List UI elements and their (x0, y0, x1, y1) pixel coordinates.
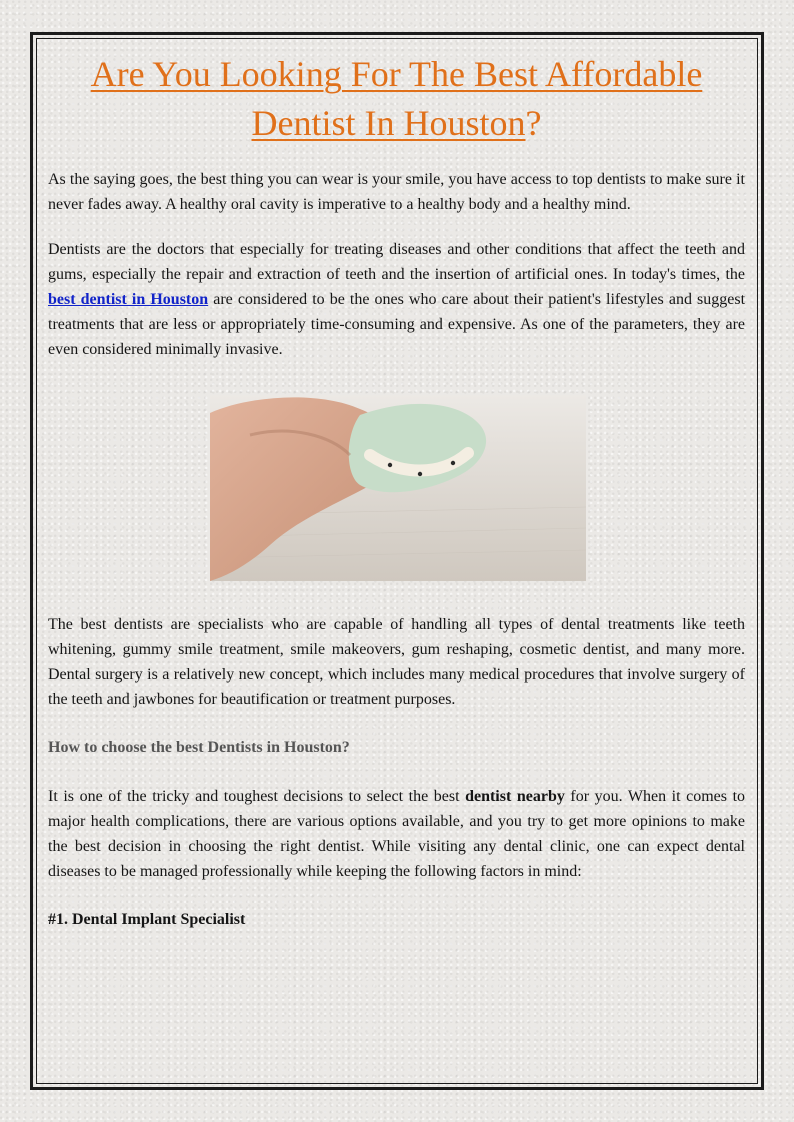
page-title (48, 50, 745, 148)
best-dentist-link[interactable]: best dentist in Houston (48, 291, 209, 308)
title-link[interactable]: Dentist In Houston (251, 103, 526, 143)
intro-paragraph: As the saying goes, the best thing you can wear is your smile, you have access to top dentists to make sure it never fades away. A healthy oral cavity is imperative to a healthy body and a healthy mind. (48, 171, 745, 213)
dentists-paragraph-start: Dentists are the doctors that especially for treating diseases and other conditions that affect the teeth and gums, especially the repair and extraction of teeth and the insertion of artificial ones. In today's times, the (48, 241, 745, 283)
choosing-paragraph-start: It is one of the tricky and toughest decisions to select the best (48, 788, 466, 805)
title-line1[interactable]: Are You Looking For The Best Affordable (90, 54, 703, 94)
choosing-paragraph (48, 784, 745, 884)
specialists-paragraph: The best dentists are specialists who are capable of handling all types of dental treatments like teeth whitening, gummy smile treatment, smile makeovers, gum reshaping, cosmetic dentist, and many more. Dental surgery is a relatively new concept, which includes many medical procedures that involve surgery of the teeth and jawbones for beautification or treatment purposes. (48, 616, 745, 708)
title-question-mark: ? (525, 103, 542, 143)
choosing-paragraph-end: for you. When it comes to major health complications, there are various options available, and you try to get more opinions to make the best decision in choosing the right dentist. While visiting any dental clinic, one can expect dental diseases to be managed professionally while keeping the following factors in mind: (48, 788, 746, 880)
denture-illustration (210, 395, 586, 581)
section-heading-implant: #1. Dental Implant Specialist (48, 911, 246, 928)
dentists-paragraph-end: are considered to be the ones who care about their patient's lifestyles and suggest treatments that are less or appropriately time-consuming and expensive. As one of the parameters, they are even considered minimally invasive. (48, 291, 746, 358)
choose-dentist-heading: How to choose the best Dentists in Houston? (48, 739, 350, 756)
dentists-paragraph (48, 237, 745, 362)
denture-photo (210, 395, 586, 581)
dentist-nearby-keyword: dentist nearby (465, 788, 565, 805)
document-body (48, 50, 745, 932)
